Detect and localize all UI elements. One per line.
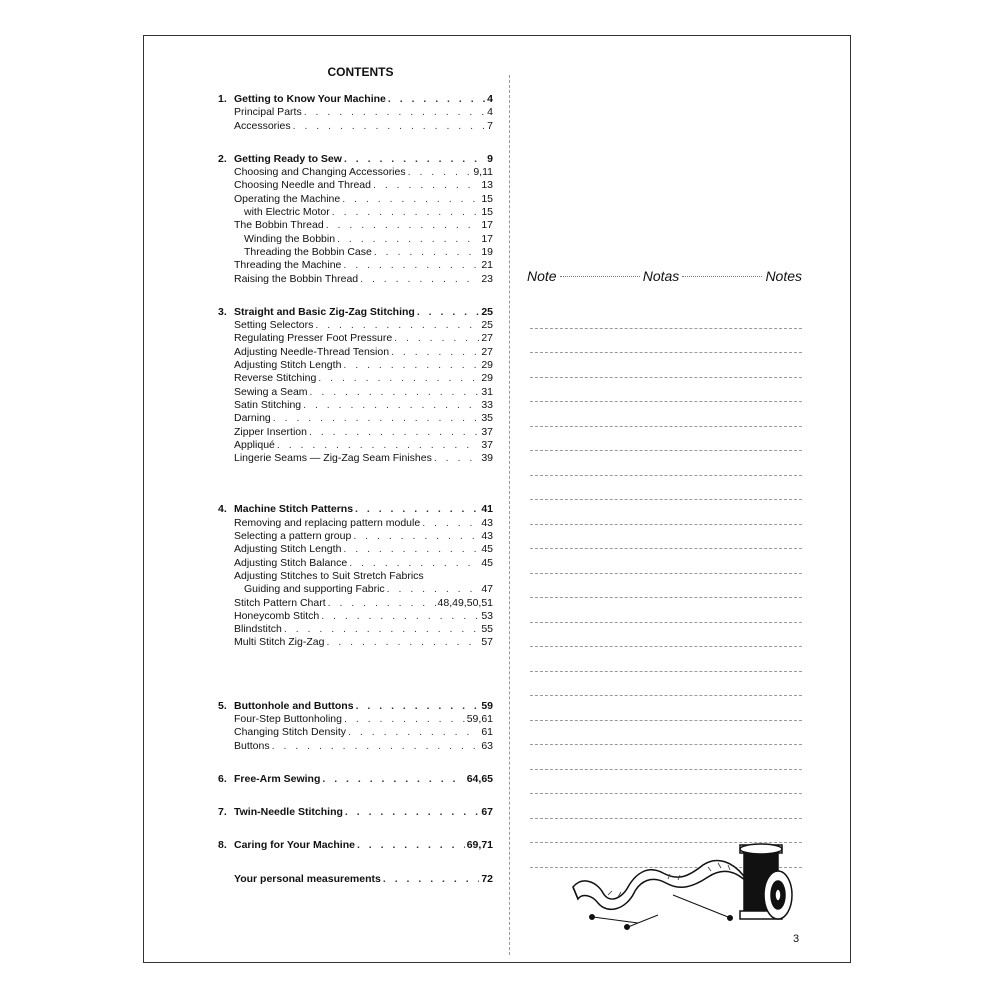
- toc-section: [218, 503, 493, 649]
- dot-leader: [360, 273, 479, 286]
- note-line: [530, 721, 802, 746]
- dot-leader: [356, 700, 480, 713]
- toc-entry-label: Adjusting Stitch Length: [234, 359, 342, 372]
- dot-leader: [391, 346, 479, 359]
- toc-section: [218, 700, 493, 753]
- toc-entry: [218, 610, 493, 623]
- toc-page-number: 9: [487, 152, 493, 165]
- column-divider: [509, 75, 510, 955]
- toc-section-title: Free-Arm Sewing: [234, 772, 321, 785]
- toc-entry: [218, 120, 493, 133]
- toc-page-number: 39: [481, 452, 493, 465]
- toc-page-number: 37: [481, 425, 493, 438]
- note-lines: [530, 304, 802, 868]
- dot-leader: [277, 439, 479, 452]
- notes-heading-spanish: Notas: [642, 268, 680, 284]
- dot-leader: [343, 543, 479, 556]
- toc-section-title: Your personal measurements: [234, 872, 381, 885]
- toc-page-number: 37: [481, 438, 493, 451]
- toc-entry-label: Principal Parts: [234, 106, 302, 119]
- toc-page-number: 27: [481, 332, 493, 345]
- note-line: [530, 598, 802, 623]
- dot-leader: [349, 557, 479, 570]
- toc-entry: [218, 570, 493, 583]
- toc-page-number: 69,71: [466, 839, 493, 852]
- note-line: [530, 378, 802, 403]
- toc-page-number: 72: [481, 872, 493, 885]
- section-gap: [218, 819, 493, 839]
- dot-leader: [326, 636, 479, 649]
- toc-page-number: 29: [481, 359, 493, 372]
- toc-entry: [218, 426, 493, 439]
- toc-entry-label: Winding the Bobbin: [244, 232, 336, 245]
- toc-entry-label: Adjusting Needle-Thread Tension: [234, 345, 390, 358]
- note-line: [530, 623, 802, 648]
- toc-section-number: 6.: [218, 772, 227, 785]
- toc-entry-label: Choosing Needle and Thread: [234, 179, 371, 192]
- toc-entry-label: Lingerie Seams — Zig-Zag Seam Finishes: [234, 452, 432, 465]
- dot-leader: [328, 597, 436, 610]
- toc-section-heading: [218, 773, 493, 786]
- toc-section-title: Caring for Your Machine: [234, 839, 355, 852]
- note-line: [530, 476, 802, 501]
- toc-section: [218, 839, 493, 852]
- toc-page-number: 17: [481, 219, 493, 232]
- toc-section-heading: [218, 839, 493, 852]
- note-line: [530, 672, 802, 697]
- note-line: [530, 770, 802, 795]
- section-gap: [218, 853, 493, 873]
- dot-leader: [273, 412, 480, 425]
- toc-section-title: Getting Ready to Sew: [234, 152, 342, 165]
- toc-section-number: 4.: [218, 503, 227, 516]
- section-gap: [218, 133, 493, 153]
- toc-entry-label: Adjusting Stitches to Suit Stretch Fabrics: [234, 569, 424, 582]
- note-line: [530, 647, 802, 672]
- dot-leader: [387, 583, 480, 596]
- dot-leader: [345, 806, 479, 819]
- toc-page-number: 27: [481, 345, 493, 358]
- toc-page-number: 47: [481, 583, 493, 596]
- toc-entry: [218, 623, 493, 636]
- dot-leader: [353, 530, 479, 543]
- toc-entry-label: Operating the Machine: [234, 192, 341, 205]
- toc-entry: [218, 439, 493, 452]
- toc-page-number: 45: [481, 556, 493, 569]
- toc-entry-label: Stitch Pattern Chart: [234, 596, 326, 609]
- toc-page-number: 33: [481, 398, 493, 411]
- note-line: [530, 696, 802, 721]
- toc-entry: [218, 543, 493, 556]
- toc-page-number: 15: [481, 206, 493, 219]
- toc-entry: [218, 452, 493, 465]
- toc-entry-label: Four-Step Buttonholing: [234, 712, 342, 725]
- toc-section-heading: [218, 93, 493, 106]
- toc-entry: [218, 386, 493, 399]
- toc-sections: [218, 93, 493, 886]
- toc-section-title: Getting to Know Your Machine: [234, 93, 386, 105]
- toc-page-number: 19: [481, 245, 493, 258]
- dot-leader: [383, 873, 479, 886]
- dot-leader: [309, 426, 479, 439]
- dot-leader: [434, 452, 479, 465]
- note-line: [530, 402, 802, 427]
- toc-section-number: 8.: [218, 839, 227, 852]
- note-line: [530, 451, 802, 476]
- toc-page-number: 29: [481, 372, 493, 385]
- toc-entry-label: The Bobbin Thread: [234, 219, 324, 232]
- toc-entry: [218, 273, 493, 286]
- toc-section-number: 5.: [218, 699, 227, 712]
- toc-entry: [218, 636, 493, 649]
- dot-leader: [374, 246, 479, 259]
- toc-section-heading: [218, 806, 493, 819]
- toc-page-number: 61: [481, 726, 493, 739]
- dot-leader: [284, 623, 479, 636]
- dot-leader: [417, 306, 479, 319]
- section-gap: [218, 465, 493, 503]
- dot-leader: [357, 839, 465, 852]
- section-gap: [218, 753, 493, 773]
- toc-entry: [218, 319, 493, 332]
- toc-entry-label: Multi Stitch Zig-Zag: [234, 636, 325, 649]
- dot-leader: [304, 106, 485, 119]
- toc-entry-label: with Electric Motor: [244, 206, 330, 219]
- toc-section: [218, 873, 493, 886]
- toc-entry: [218, 372, 493, 385]
- dot-leader: [326, 219, 480, 232]
- toc-page-number: 67: [481, 806, 493, 819]
- toc-entry-label: Removing and replacing pattern module: [234, 516, 421, 529]
- toc-entry: [218, 713, 493, 726]
- toc-entry-label: Changing Stitch Density: [234, 726, 347, 739]
- thread-spool-tape-measure-illustration: [568, 835, 808, 935]
- toc-page-number: 43: [481, 530, 493, 543]
- dot-leader: [408, 166, 472, 179]
- dot-leader: [348, 726, 479, 739]
- toc-section-heading: [218, 700, 493, 713]
- toc-entry: [218, 597, 493, 610]
- toc-entry: [218, 346, 493, 359]
- toc-entry: [218, 193, 493, 206]
- dot-leader: [322, 773, 464, 786]
- note-line: [530, 794, 802, 819]
- dot-leader: [373, 179, 479, 192]
- toc-page-number: 64,65: [466, 772, 493, 785]
- toc-page-number: 23: [481, 272, 493, 285]
- toc-entry: [218, 166, 493, 179]
- notes-heading-leader: [682, 276, 762, 277]
- toc-entry-label: Sewing a Seam: [234, 385, 308, 398]
- toc-entry: [218, 557, 493, 570]
- toc-page-number: 4: [487, 106, 493, 119]
- toc-section: [218, 306, 493, 466]
- thread-spool-icon: [740, 844, 792, 919]
- toc-entry-label: Selecting a pattern group: [234, 530, 352, 543]
- notes-heading-french: Notes: [765, 268, 803, 284]
- toc-section-number: 7.: [218, 806, 227, 819]
- notes-heading-leader: [560, 276, 640, 277]
- toc-entry-label: Adjusting Stitch Length: [234, 543, 342, 556]
- note-line: [530, 574, 802, 599]
- toc-entry-label: Threading the Bobbin Case: [244, 245, 372, 258]
- toc-page-number: 41: [481, 503, 493, 516]
- toc-entry-label: Threading the Machine: [234, 259, 342, 272]
- toc-entry-label: Honeycomb Stitch: [234, 609, 320, 622]
- toc-page-number: 57: [481, 636, 493, 649]
- toc-section: [218, 93, 493, 133]
- dot-leader: [342, 193, 479, 206]
- dot-leader: [293, 120, 486, 133]
- dot-leader: [394, 332, 479, 345]
- notes-heading-english: Note: [527, 268, 557, 284]
- toc-section-number: 2.: [218, 152, 227, 165]
- toc-page-number: 59: [481, 699, 493, 712]
- toc-entry: [218, 106, 493, 119]
- toc-page-number: 13: [481, 179, 493, 192]
- toc-page-number: 7: [487, 119, 493, 132]
- toc-entry-label: Raising the Bobbin Thread: [234, 272, 359, 285]
- dot-leader: [310, 386, 480, 399]
- toc-page-number: 15: [481, 192, 493, 205]
- dot-leader: [343, 359, 479, 372]
- toc-page-number: 59,61: [466, 712, 493, 725]
- toc-entry-label: Guiding and supporting Fabric: [244, 583, 385, 596]
- toc-entry: [218, 219, 493, 232]
- toc-section-title: Machine Stitch Patterns: [234, 503, 354, 516]
- dot-leader: [422, 517, 479, 530]
- toc-page-number: 4: [487, 93, 493, 105]
- toc-entry: [218, 726, 493, 739]
- toc-page-number: 31: [481, 385, 493, 398]
- toc-page-number: 43: [481, 516, 493, 529]
- toc-entry-label: Setting Selectors: [234, 319, 314, 332]
- note-line: [530, 353, 802, 378]
- toc-page-number: 55: [481, 623, 493, 636]
- toc-entry: [218, 517, 493, 530]
- toc-page-number: 53: [481, 609, 493, 622]
- toc-entry: [218, 332, 493, 345]
- dot-leader: [344, 713, 465, 726]
- toc-section-heading: [218, 873, 493, 886]
- note-line: [530, 500, 802, 525]
- toc-entry: [218, 740, 493, 753]
- toc-entry-label: Zipper Insertion: [234, 425, 307, 438]
- dot-leader: [344, 153, 485, 166]
- dot-leader: [355, 503, 479, 516]
- toc-entry: [218, 233, 493, 246]
- contents-title: CONTENTS: [327, 65, 394, 79]
- note-line: [530, 329, 802, 354]
- toc-entry: [218, 259, 493, 272]
- toc-entry-label: Blindstitch: [234, 623, 282, 636]
- section-gap: [218, 786, 493, 806]
- dot-leader: [388, 93, 485, 106]
- section-gap: [218, 650, 493, 700]
- toc-section-title: Twin-Needle Stitching: [234, 806, 343, 819]
- toc-entry: [218, 179, 493, 192]
- toc-page-number: 35: [481, 412, 493, 425]
- toc-page-number: 17: [481, 232, 493, 245]
- toc-page-number: 25: [481, 319, 493, 332]
- dot-leader: [321, 610, 479, 623]
- toc-entry-label: Choosing and Changing Accessories: [234, 166, 406, 179]
- toc-entry-label: Accessories: [234, 119, 291, 132]
- toc-entry-label: Satin Stitching: [234, 398, 302, 411]
- toc-page-number: 48,49,50,51: [437, 596, 493, 609]
- dot-leader: [315, 319, 479, 332]
- toc-entry: [218, 412, 493, 425]
- toc-entry: [218, 206, 493, 219]
- toc-entry-label: Buttons: [234, 739, 270, 752]
- table-of-contents: [218, 65, 493, 886]
- toc-page-number: 25: [481, 305, 493, 318]
- note-line: [530, 549, 802, 574]
- toc-entry-label: Adjusting Stitch Balance: [234, 556, 348, 569]
- dot-leader: [303, 399, 479, 412]
- dot-leader: [343, 259, 479, 272]
- toc-section-title: Buttonhole and Buttons: [234, 699, 354, 712]
- note-line: [530, 304, 802, 329]
- toc-entry-label: Appliqué: [234, 438, 275, 451]
- notes-heading: [527, 268, 802, 288]
- note-line: [530, 745, 802, 770]
- toc-entry-label: Regulating Presser Foot Pressure: [234, 332, 393, 345]
- toc-section: [218, 773, 493, 786]
- toc-entry: [218, 359, 493, 372]
- page-number: 3: [793, 933, 800, 945]
- dot-leader: [272, 740, 480, 753]
- toc-section-number: 3.: [218, 305, 227, 318]
- toc-page-number: 63: [481, 739, 493, 752]
- toc-section-title: Straight and Basic Zig-Zag Stitching: [234, 305, 415, 318]
- toc-section: [218, 153, 493, 286]
- toc-entry: [218, 246, 493, 259]
- note-line: [530, 525, 802, 550]
- note-line: [530, 427, 802, 452]
- toc-page-number: 9,11: [473, 166, 493, 179]
- tape-measure-icon: [573, 860, 748, 909]
- toc-entry-label: Reverse Stitching: [234, 372, 317, 385]
- toc-entry: [218, 399, 493, 412]
- dot-leader: [318, 372, 479, 385]
- toc-page-number: 45: [481, 543, 493, 556]
- toc-section: [218, 806, 493, 819]
- toc-entry-label: Darning: [234, 412, 271, 425]
- toc-section-heading: [218, 503, 493, 516]
- dot-leader: [337, 233, 479, 246]
- toc-section-number: 1.: [218, 93, 227, 105]
- toc-entry: [218, 583, 493, 596]
- toc-page-number: 21: [481, 259, 493, 272]
- toc-section-heading: [218, 306, 493, 319]
- toc-section-heading: [218, 153, 493, 166]
- toc-entry: [218, 530, 493, 543]
- dot-leader: [332, 206, 480, 219]
- section-gap: [218, 286, 493, 306]
